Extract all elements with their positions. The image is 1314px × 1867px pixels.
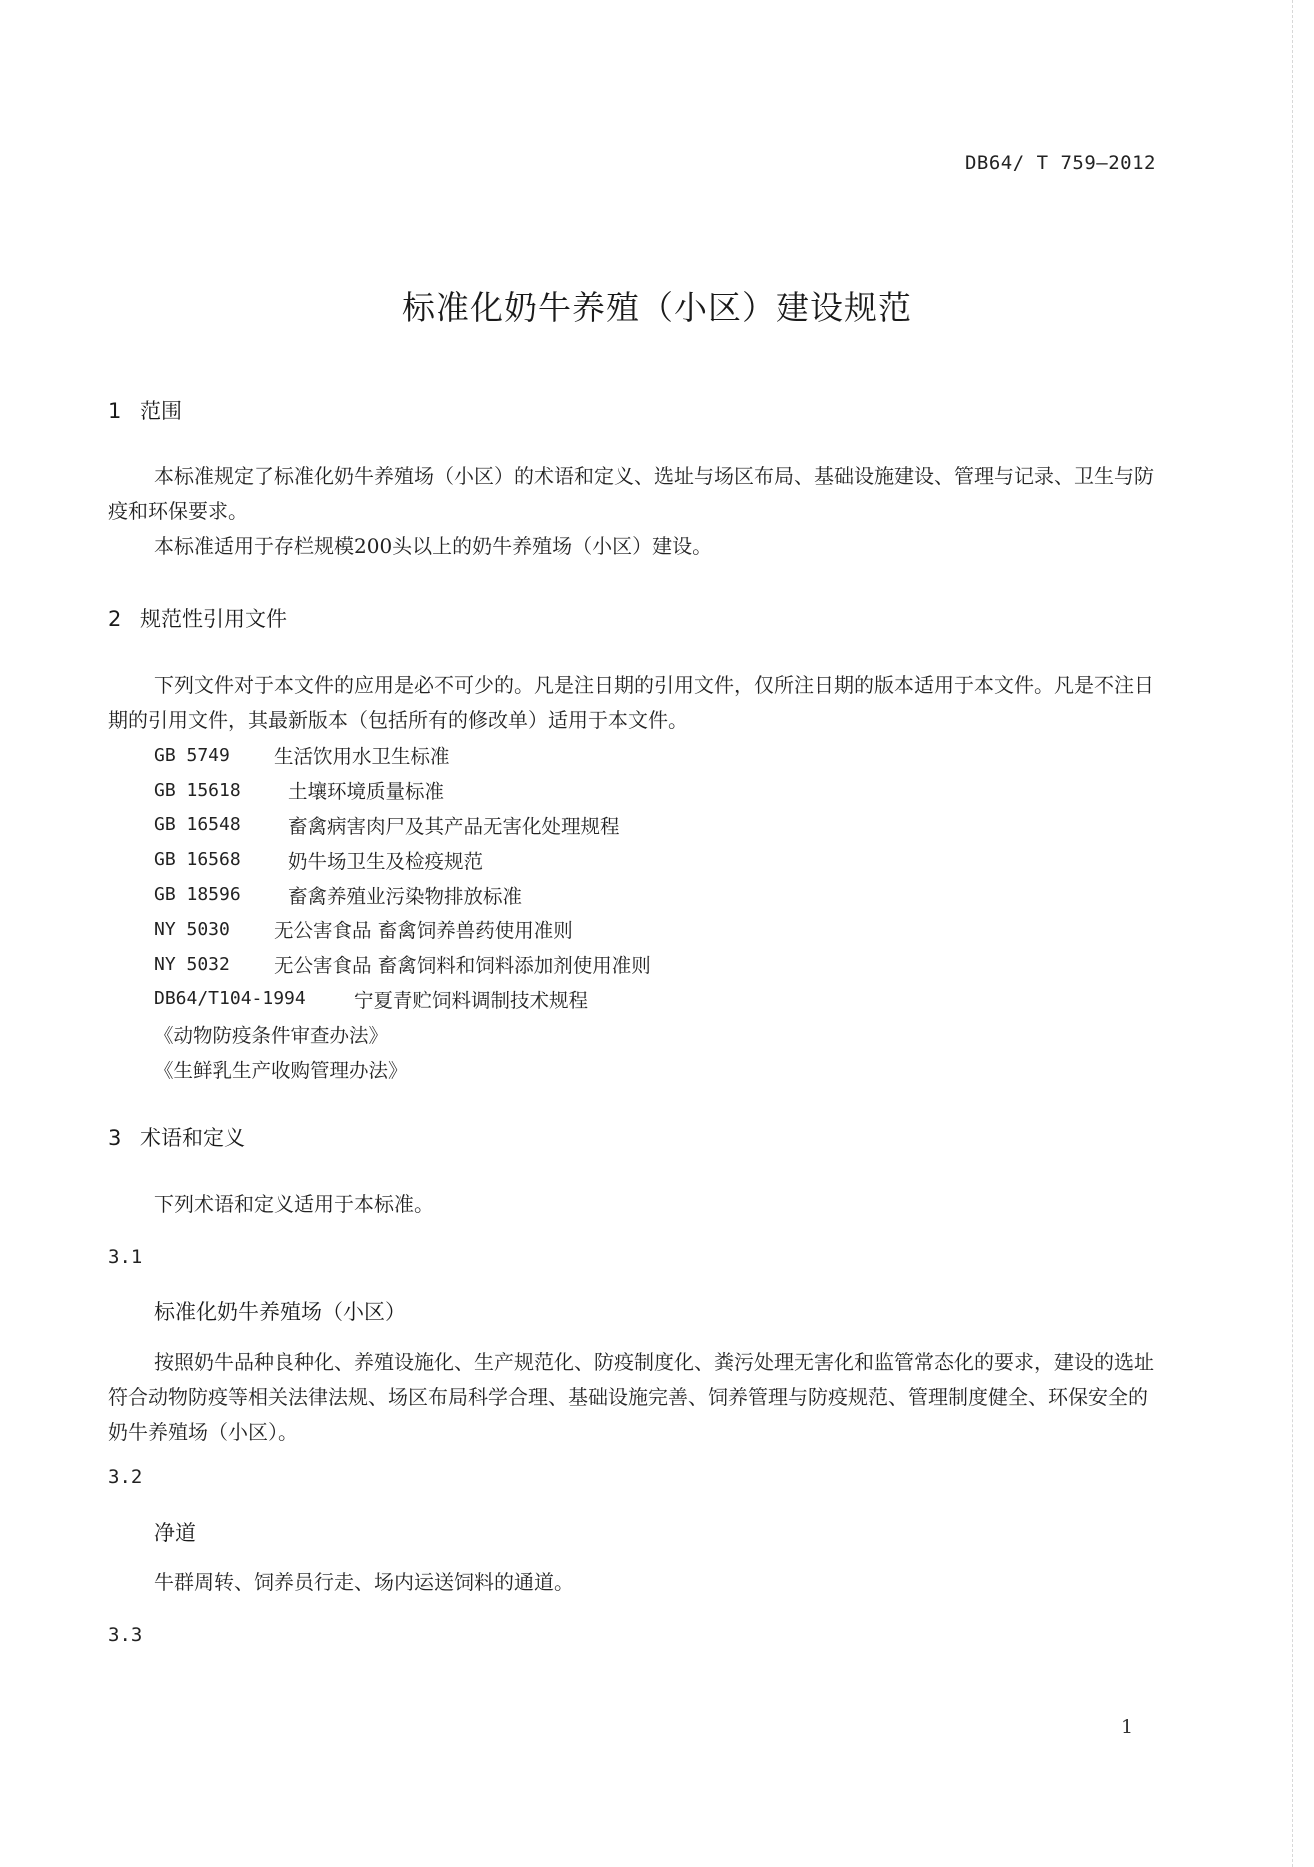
reference-item — [154, 808, 651, 843]
document-title: 标准化奶牛养殖（小区）建设规范 — [402, 288, 912, 327]
references-intro-paragraph: 下列文件对于本文件的应用是必不可少的。凡是注日期的引用文件，仅所注日期的版本适用于本文件。凡是不注日期的引用文件，其最新版本（包括所有的修改单）适用于本文件。 — [108, 673, 1154, 732]
term-definition: 牛群周转、饲养员行走、场内运送饲料的通道。 — [154, 1570, 574, 1594]
reference-code: GB 5749 — [154, 744, 230, 766]
section-number: 2 — [108, 607, 122, 631]
reference-title: 无公害食品 畜禽饲养兽药使用准则 — [274, 919, 573, 943]
section-number: 1 — [108, 399, 122, 423]
reference-title: 《生鲜乳生产收购管理办法》 — [154, 1058, 408, 1082]
reference-item — [154, 947, 651, 982]
scan-edge-divider — [1292, 0, 1294, 1867]
section-heading-terms — [108, 1122, 245, 1152]
reference-title: 生活饮用水卫生标准 — [274, 745, 450, 769]
scope-paragraph: 本标准规定了标准化奶牛养殖场（小区）的术语和定义、选址与场区布局、基础设施建设、管理与记录、卫生与防疫和环保要求。 — [108, 464, 1154, 523]
reference-title: 畜禽养殖业污染物排放标准 — [288, 884, 523, 908]
reference-title: 土壤环境质量标准 — [288, 780, 445, 804]
reference-item — [154, 738, 651, 773]
term-definition: 按照奶牛品种良种化、养殖设施化、生产规范化、防疫制度化、粪污处理无害化和监管常态化的要求，建设的选址符合动物防疫等相关法律法规、场区布局科学合理、基础设施完善、饲养管理与防疫规范、管理制度健全、环保安全的奶牛养殖场（小区）。 — [108, 1350, 1154, 1444]
section-number: 3 — [108, 1126, 122, 1150]
reference-list — [154, 738, 651, 1086]
reference-item — [154, 842, 651, 877]
reference-code: GB 16548 — [154, 814, 241, 836]
terms-intro-paragraph: 下列术语和定义适用于本标准。 — [154, 1192, 434, 1216]
term-name: 净道 — [154, 1521, 196, 1545]
section-heading-scope — [108, 395, 182, 425]
reference-title: 无公害食品 畜禽饲料和饲料添加剂使用准则 — [274, 954, 651, 978]
reference-item — [154, 773, 651, 808]
reference-item — [154, 1051, 651, 1086]
reference-code: NY 5032 — [154, 953, 230, 975]
page-number: 1 — [1121, 1716, 1134, 1738]
term-name: 标准化奶牛养殖场（小区） — [154, 1300, 406, 1324]
section-heading-normative-references — [108, 603, 287, 633]
reference-title: 宁夏青贮饲料调制技术规程 — [354, 988, 589, 1012]
reference-item — [154, 1016, 651, 1051]
reference-code: GB 18596 — [154, 884, 241, 906]
standard-code: DB64/ T 759—2012 — [964, 152, 1156, 174]
reference-title: 《动物防疫条件审查办法》 — [154, 1023, 389, 1047]
term-number: 3.1 — [108, 1246, 143, 1268]
term-number: 3.2 — [108, 1466, 143, 1488]
section-title: 范围 — [140, 399, 182, 423]
reference-item — [154, 912, 651, 947]
reference-code: DB64/T104-1994 — [154, 988, 306, 1010]
reference-item — [154, 877, 651, 912]
term-number: 3.3 — [108, 1624, 143, 1646]
reference-title: 奶牛场卫生及检疫规范 — [288, 849, 484, 873]
section-title: 规范性引用文件 — [140, 607, 287, 631]
reference-code: GB 15618 — [154, 779, 241, 801]
reference-title: 畜禽病害肉尸及其产品无害化处理规程 — [288, 814, 620, 838]
reference-code: NY 5030 — [154, 918, 230, 940]
reference-code: GB 16568 — [154, 849, 241, 871]
reference-item — [154, 982, 651, 1017]
scope-paragraph: 本标准适用于存栏规模200头以上的奶牛养殖场（小区）建设。 — [154, 534, 713, 558]
section-title: 术语和定义 — [140, 1126, 245, 1150]
